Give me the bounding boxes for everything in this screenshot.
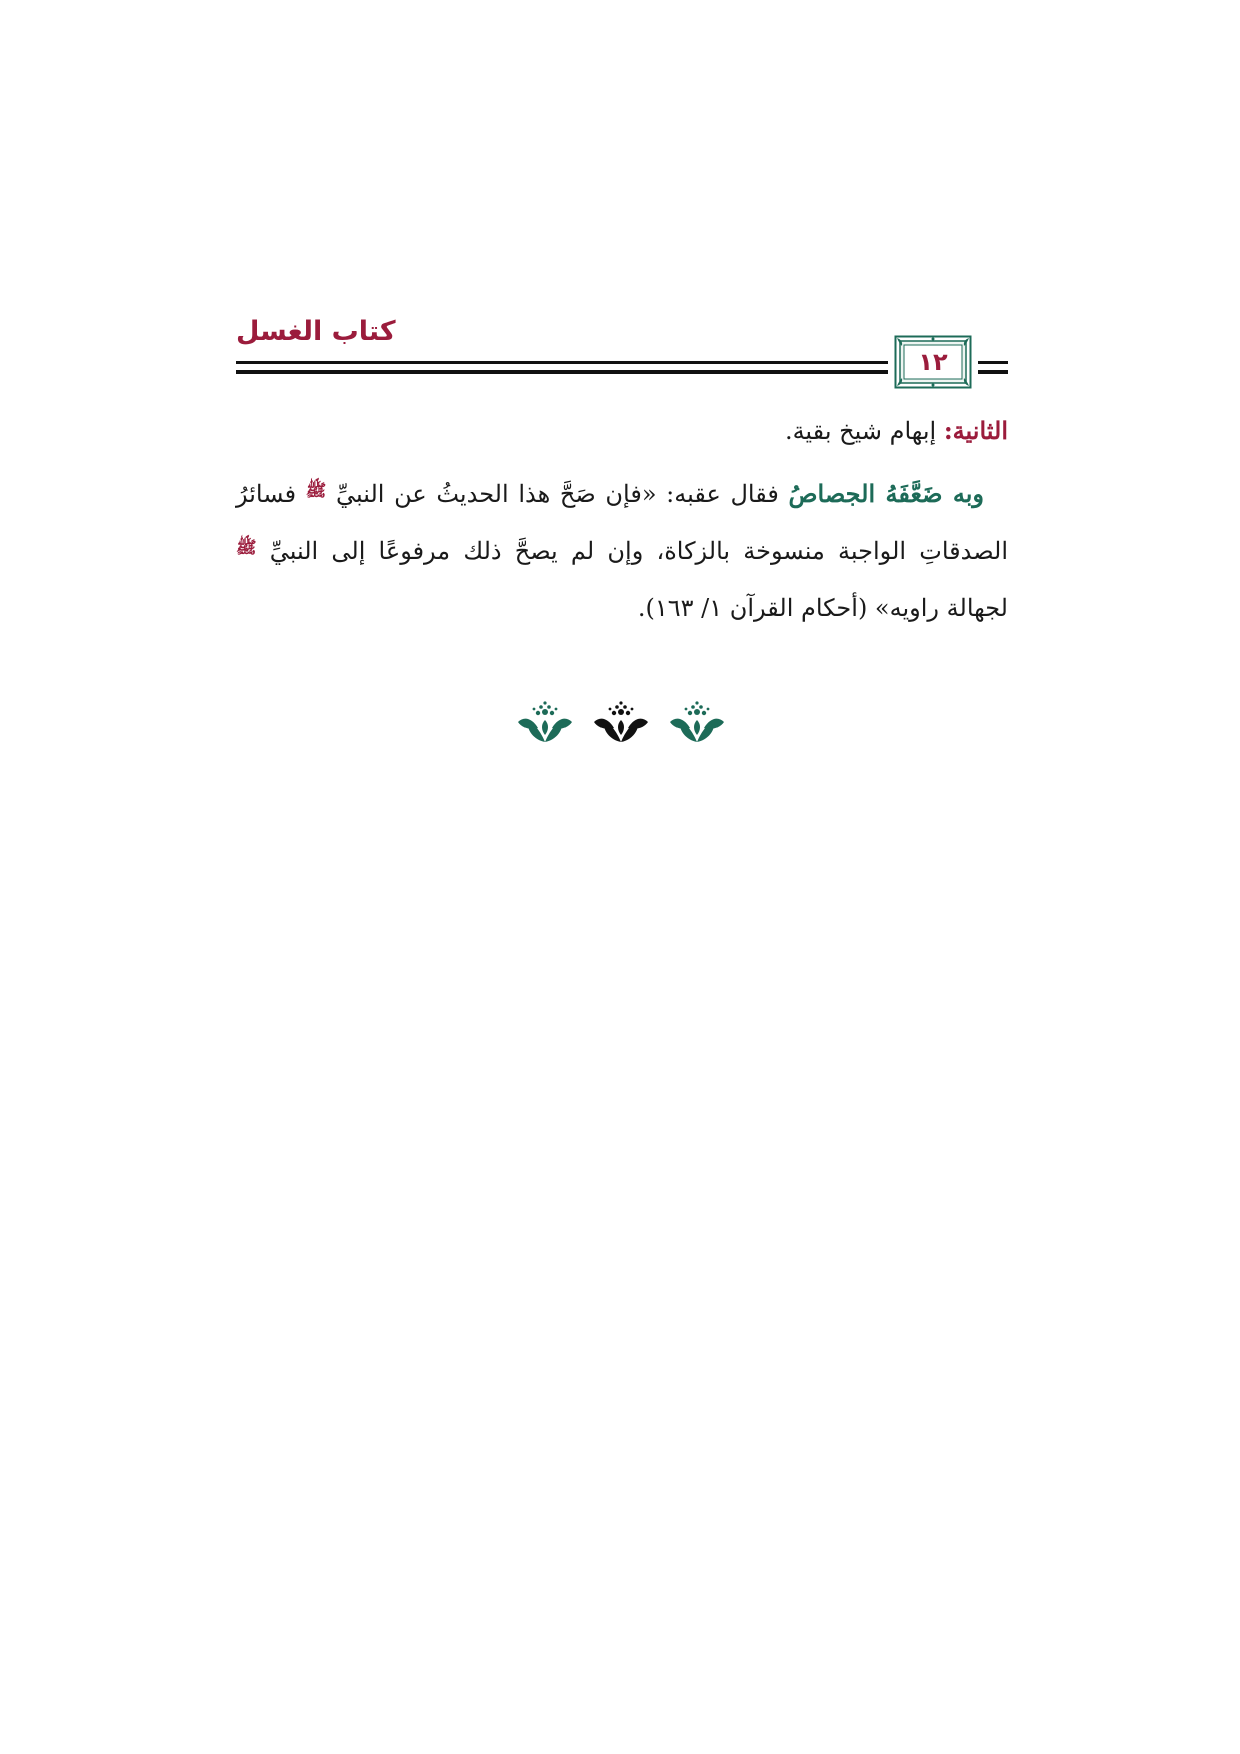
ornament-petal — [547, 705, 551, 709]
ornament-petal — [615, 705, 619, 709]
jassas-text-2: فسائرُ الصدقاتِ الواجبة منسوخة بالزكاة، وإن لم يصحَّ ذلك مرفوعًا إلى النبيِّ — [236, 480, 1009, 565]
lotus-ornament-icon — [668, 700, 726, 744]
jassas-text-3: لجهالة راويه» (أحكام القرآن ١/ ١٦٣). — [637, 594, 1008, 622]
section-label-second: الثانية: — [943, 416, 1008, 445]
page-header — [236, 308, 1008, 388]
lotus-ornament-icon — [516, 700, 574, 744]
page-number-badge — [894, 335, 972, 389]
ornament-petal — [542, 709, 548, 715]
header-rule-right-top — [978, 361, 1008, 364]
ornament-petal — [612, 711, 616, 715]
ornament-petal — [631, 708, 634, 711]
ornament-petal — [539, 705, 543, 709]
ornament-petal — [594, 719, 614, 729]
ornament-petal — [691, 705, 695, 709]
ornament-petal — [707, 708, 710, 711]
ornament-petal — [670, 719, 690, 729]
honorific-icon: ﷺ — [236, 538, 257, 558]
ornament-petal — [628, 719, 648, 729]
ornament-petal — [609, 708, 612, 711]
ornament-petal — [685, 708, 688, 711]
ornament-petal — [618, 709, 624, 715]
ornament-petal — [619, 701, 622, 704]
ornament-petal — [623, 705, 627, 709]
honorific-icon: ﷺ — [305, 481, 327, 501]
header-rule-right-bottom — [978, 370, 1008, 374]
ornament-petal — [699, 705, 703, 709]
ornament-petal — [688, 711, 692, 715]
ornament-petal — [555, 708, 558, 711]
book-title: كتاب الغسل — [236, 316, 396, 347]
ornament-petal — [543, 701, 546, 704]
ornament-petal — [704, 719, 724, 729]
ornament-petal — [552, 719, 572, 729]
ornament-petal — [626, 711, 630, 715]
ornament-petal — [518, 719, 538, 729]
page-body — [236, 405, 1008, 635]
ornament-petal — [550, 711, 554, 715]
page-number: ١٢ — [918, 348, 948, 376]
header-rule-top — [236, 361, 888, 364]
jassas-text-1: فقال عقبه: «فإن صَحَّ هذا الحديثُ عن النبيِّ — [326, 480, 789, 508]
header-rule-bottom — [236, 370, 888, 374]
ornament-petal — [694, 709, 700, 715]
ornament-petal — [536, 711, 540, 715]
section-end-ornaments — [516, 700, 726, 750]
paragraph-second-point — [236, 405, 1008, 457]
highlight-jassas: وبه ضَعَّفَهُ الجصاصُ — [788, 479, 984, 508]
ornament-petal — [533, 708, 536, 711]
paragraph-jassas — [236, 467, 1008, 635]
ornament-petal — [702, 711, 706, 715]
ornament-petal — [695, 701, 698, 704]
second-point-text: إبهام شيخ بقية. — [784, 417, 944, 445]
lotus-ornament-icon — [592, 700, 650, 744]
